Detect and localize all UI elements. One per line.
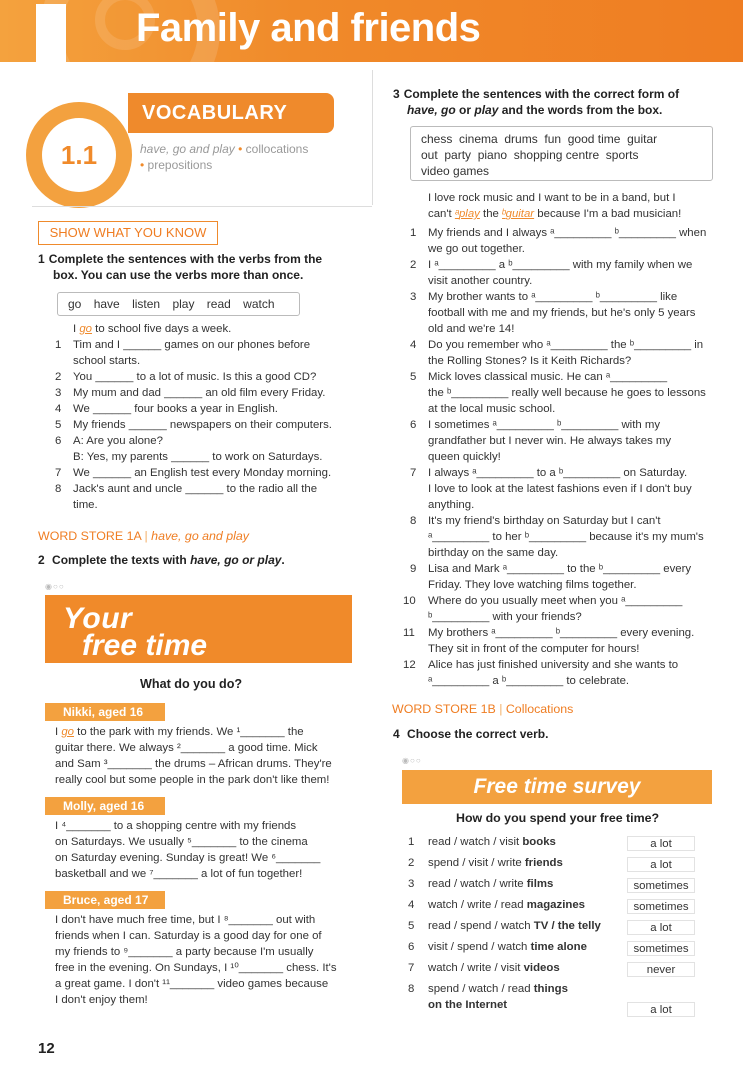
banner-title: free time	[82, 629, 208, 662]
sentence: You ______ to a lot of music. Is this a good CD?	[73, 371, 317, 383]
sentence: Alice has just finished university and she wants to	[428, 659, 679, 671]
survey-question: How do you spend your free time?	[456, 811, 660, 825]
word: have	[93, 297, 120, 311]
sentence: we go out together.	[428, 243, 525, 255]
word: go	[68, 297, 82, 311]
section-topics: have, go and play • collocations • prepositions	[140, 142, 309, 172]
banner-title: Your	[63, 602, 133, 635]
sentence: school starts.	[73, 355, 141, 367]
text-line: I don't have much free time, but I ⁸_______ out with	[55, 914, 316, 926]
sentence: We ______ four books a year in English.	[73, 403, 278, 415]
item-number: 4	[55, 403, 62, 415]
instruction-line: Complete the sentences with the verbs from the	[48, 252, 323, 266]
sentence: I love to look at the latest fashions even if I don't buy	[428, 483, 692, 495]
item-number: 4	[408, 899, 415, 911]
sentence: at the local music school.	[428, 403, 556, 415]
sentence: My brothers ᵃ_________ ᵇ_________ every evening.	[428, 627, 695, 639]
item-number: 5	[410, 371, 417, 383]
survey-item: read / watch / write films	[428, 878, 554, 890]
sentence: B: Yes, my parents ______ to work on Saturdays.	[73, 451, 323, 463]
exercise-number: 1	[38, 252, 45, 266]
survey-item: visit / spend / watch time alone	[428, 941, 587, 953]
sentence: Where do you usually meet when you ᵃ_________	[428, 595, 683, 607]
text-line: and Sam ³_______ the drums – African drums. They're	[55, 758, 332, 770]
difficulty-dots: ◉○○	[45, 582, 65, 591]
word-row: out party piano shopping centre sports	[421, 148, 639, 162]
sentence: My mum and dad ______ an old film every Friday.	[73, 387, 326, 399]
page-number: 12	[38, 1040, 55, 1057]
sentence: I ᵃ_________ a ᵇ_________ with my family when we	[428, 259, 693, 271]
item-number: 5	[408, 920, 415, 932]
sentence: Friday. They love watching films together.	[428, 579, 637, 591]
text-line: basketball and we ⁷_______ a lot of fun together!	[55, 868, 303, 880]
item-number: 1	[55, 339, 62, 351]
instruction-line: box. You can use the verbs more than once.	[53, 268, 304, 282]
text-line: a great game. I don't ¹¹_______ video games because	[55, 978, 329, 990]
show-what-you-know-label: SHOW WHAT YOU KNOW	[38, 221, 218, 245]
survey-item: watch / write / visit videos	[428, 962, 560, 974]
text-line: I ⁴_______ to a shopping centre with my friends	[55, 820, 297, 832]
section-label: VOCABULARY	[128, 93, 334, 133]
answer-box: sometimes	[627, 941, 695, 956]
item-number: 1	[410, 227, 417, 239]
sentence: I sometimes ᵃ_________ ᵇ_________ with my	[428, 419, 661, 431]
topic-collocations: collocations	[245, 142, 309, 156]
sentence: time.	[73, 499, 98, 511]
survey-item: on the Internet	[428, 999, 508, 1011]
sentence: My friends ______ newspapers on their computers.	[73, 419, 332, 431]
item-number: 10	[403, 595, 416, 607]
text-line: friends when I can. Saturday is a good day for one of	[55, 930, 322, 942]
sentence: birthday on the same day.	[428, 547, 559, 559]
difficulty-dots: ◉○○	[402, 756, 422, 765]
item-number: 2	[55, 371, 62, 383]
sentence: My brother wants to ᵃ_________ ᵇ_________ like	[428, 291, 678, 303]
item-number: 7	[408, 962, 415, 974]
item-number: 1	[408, 836, 415, 848]
item-number: 8	[408, 983, 415, 995]
survey-item: spend / visit / write friends	[428, 857, 563, 869]
word-row: chess cinema drums fun good time guitar	[421, 132, 658, 146]
answer-box: sometimes	[627, 878, 695, 893]
exercise-2-instruction: 2 Complete the texts with have, go or play.	[38, 553, 285, 567]
item-number: 8	[410, 515, 417, 527]
sentence: ᵇ_________ with your friends?	[428, 611, 582, 623]
sentence: the ᵇ_________ really well because he goes to lessons	[428, 387, 706, 399]
sentence: ᵃ_________ to her ᵇ_________ because it's my mum's	[428, 531, 704, 543]
item-number: 4	[410, 339, 417, 351]
item-number: 7	[410, 467, 417, 479]
example-sentence: can't ᵃplay the ᵇguitar because I'm a bad musician!	[428, 208, 682, 220]
section-number: 1.1	[42, 118, 116, 192]
word: watch	[243, 297, 275, 311]
word-store-1a: WORD STORE 1A | have, go and play	[38, 529, 249, 543]
sentence: I always ᵃ_________ to a ᵇ_________ on Saturday.	[428, 467, 688, 479]
answer-box: a lot	[627, 857, 695, 872]
word-row: video games	[421, 164, 490, 178]
item-number: 6	[55, 435, 62, 447]
item-number: 9	[410, 563, 417, 575]
sentence: Mick loves classical music. He can ᵃ_________	[428, 371, 668, 383]
text-line: I go to the park with my friends. We ¹_______ the	[55, 726, 304, 738]
divider	[372, 70, 373, 205]
item-number: 7	[55, 467, 62, 479]
person-label: Molly, aged 16	[45, 797, 165, 815]
answer-box: never	[627, 962, 695, 977]
sentence: visit another country.	[428, 275, 533, 287]
sentence: queen quickly!	[428, 451, 501, 463]
sentence: ᵃ_________ a ᵇ_________ to celebrate.	[428, 675, 630, 687]
exercise-3-instruction: 3 Complete the sentences with the correct form of have, go or play and the words from the box.	[393, 87, 680, 117]
sentence: the Rolling Stones? Is it Keith Richards?	[428, 355, 632, 367]
topic-prepositions: prepositions	[147, 158, 213, 172]
text-line: free in the evening. On Sundays, I ¹⁰_______ chess. It's	[55, 962, 337, 974]
exercise-1-instruction	[38, 251, 368, 283]
sentence: They sit in front of the computer for hours!	[428, 643, 640, 655]
item-number: 2	[408, 857, 415, 869]
topic-have-go-play: have, go and play	[140, 142, 235, 156]
survey-item: spend / watch / read things	[428, 983, 568, 995]
unit-title: Family and friends	[136, 6, 481, 50]
sentence: We ______ an English test every Monday morning.	[73, 467, 332, 479]
text-line: I don't enjoy them!	[55, 994, 148, 1006]
item-number: 6	[410, 419, 417, 431]
word-box	[410, 126, 713, 181]
answer-box: a lot	[627, 1002, 695, 1017]
sentence: It's my friend's birthday on Saturday but I can't	[428, 515, 661, 527]
sentence: anything.	[428, 499, 475, 511]
example-sentence: I go to school five days a week.	[73, 323, 232, 335]
text-line: really cool but some people in the park don't like them!	[55, 774, 330, 786]
item-number: 8	[55, 483, 62, 495]
sentence: A: Are you alone?	[73, 435, 163, 447]
item-number: 3	[408, 878, 415, 890]
example-sentence: I love rock music and I want to be in a band, but I	[428, 192, 676, 204]
person-label: Nikki, aged 16	[45, 703, 165, 721]
sentence: Tim and I ______ games on our phones before	[73, 339, 311, 351]
word: read	[206, 297, 231, 311]
text-line: my friends to ⁹_______ a party because I'm usually	[55, 946, 314, 958]
verb-box	[57, 292, 300, 316]
item-number: 2	[410, 259, 417, 271]
divider	[32, 206, 372, 207]
exercise-4-instruction: 4 Choose the correct verb.	[393, 727, 549, 741]
answer-box: sometimes	[627, 899, 695, 914]
item-number: 6	[408, 941, 415, 953]
unit-number-block	[36, 4, 66, 62]
sentence: Lisa and Mark ᵃ_________ to the ᵇ_________ every	[428, 563, 692, 575]
word: play	[172, 297, 195, 311]
answer-box: a lot	[627, 920, 695, 935]
person-label: Bruce, aged 17	[45, 891, 165, 909]
sentence: Jack's aunt and uncle ______ to the radio all the	[73, 483, 318, 495]
sentence: My friends and I always ᵃ_________ ᵇ_________ when	[428, 227, 707, 239]
item-number: 11	[403, 627, 415, 639]
survey-item: read / watch / visit books	[428, 836, 556, 848]
sentence: Do you remember who ᵃ_________ the ᵇ_________ in	[428, 339, 704, 351]
text-line: guitar there. We always ²_______ a good time. Mick	[55, 742, 318, 754]
survey-item: watch / write / read magazines	[428, 899, 586, 911]
item-number: 3	[55, 387, 62, 399]
sentence: old and we're 14!	[428, 323, 515, 335]
survey-banner: Free time survey	[402, 770, 712, 804]
survey-item: read / spend / watch TV / the telly	[428, 920, 601, 932]
sentence: grandfather but I never win. He always takes my	[428, 435, 672, 447]
sentence: football with me and my friends, but he's only 5 years	[428, 307, 696, 319]
text-line: on Saturdays. We usually ⁵_______ to the cinema	[55, 836, 308, 848]
item-number: 3	[410, 291, 417, 303]
word-store-1b: WORD STORE 1B | Collocations	[392, 702, 574, 716]
word: listen	[132, 297, 161, 311]
answer-box: a lot	[627, 836, 695, 851]
item-number: 12	[403, 659, 416, 671]
reading-question: What do you do?	[140, 677, 243, 691]
text-line: on Saturday evening. Sunday is great! We ⁶_______	[55, 852, 321, 864]
item-number: 5	[55, 419, 62, 431]
